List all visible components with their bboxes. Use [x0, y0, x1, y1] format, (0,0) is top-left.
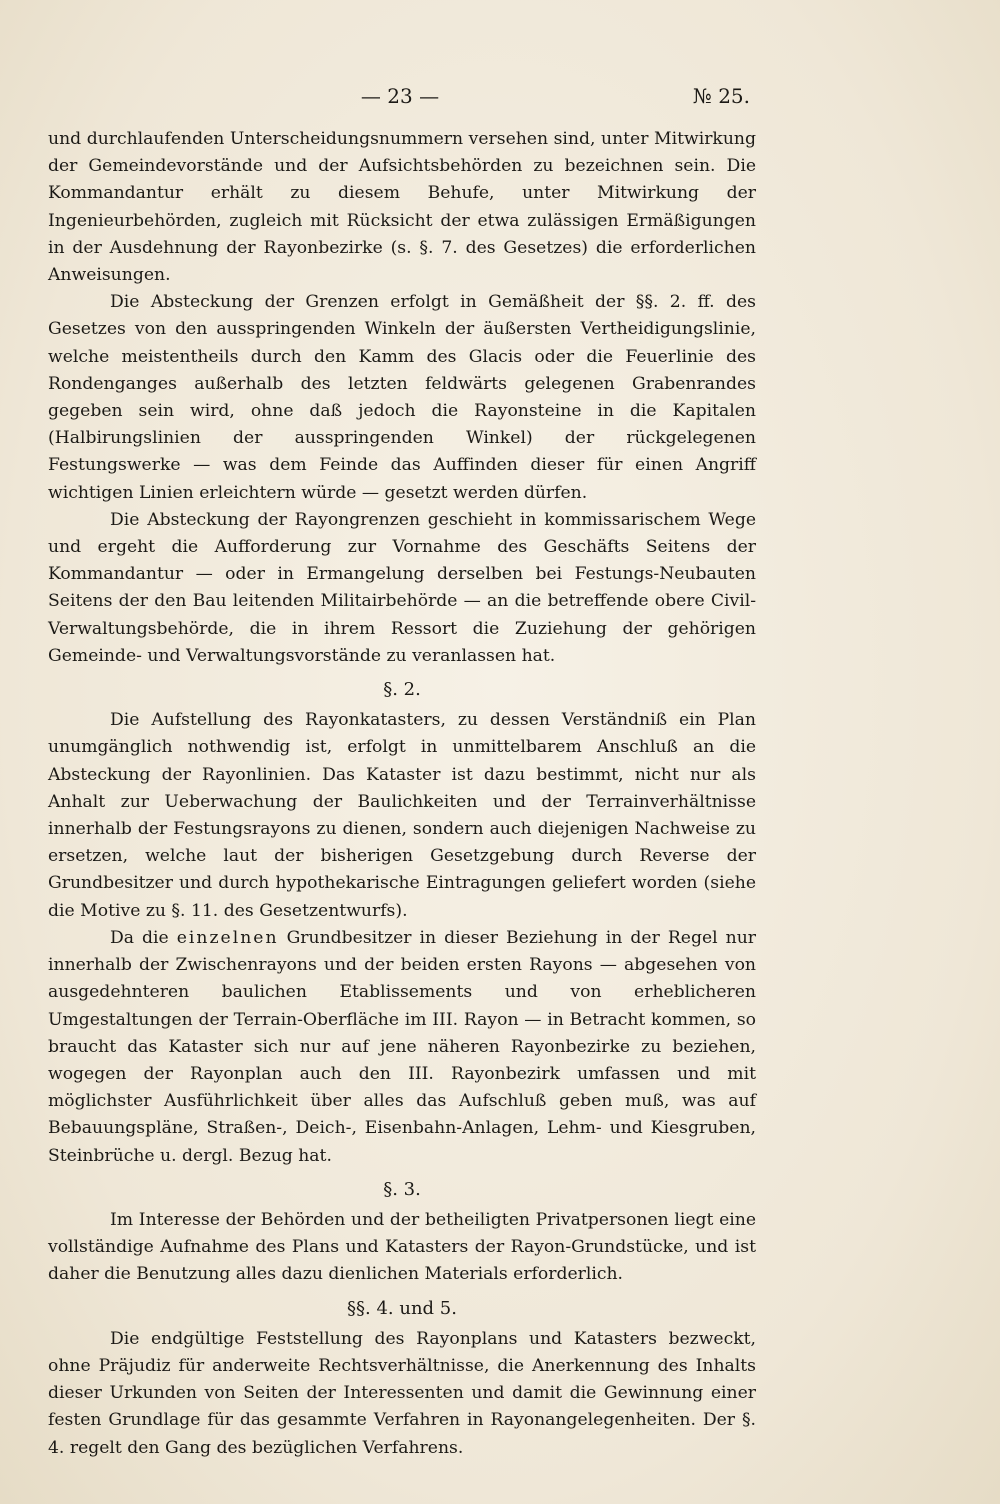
paragraph: Die endgültige Feststellung des Rayonplans und Katasters bezweckt, ohne Präjudiz für anderweite Rechtsverhältnisse, die Anerkennung des Inhalts dieser Urkunden von Seiten der Interessenten und damit die Gewinnung einer festen Grundlage für das gesammte Verfahren in Rayonangelegenheiten. Der §. 4. regelt den Gang des bezüglichen Verfahrens.: [48, 1328, 756, 1458]
emphasized-word: einzelnen: [176, 927, 279, 948]
paragraph: Die Absteckung der Rayongrenzen geschieht in kommissarischem Wege und ergeht die Aufforderung zur Vornahme des Geschäfts Seitens der Kommandantur — oder in Ermangelung derselben bei Festungs-Neubauten Seitens der den Bau leitenden Militairbehörde — an die betreffende obere Civil-Verwaltungsbehörde, die in ihrem Ressort die Zuziehung der gehörigen Gemeinde- und Verwaltungsvorstände zu veranlassen hat.: [48, 509, 756, 666]
paragraph: Im Interesse der Behörden und der betheiligten Privatpersonen liegt eine vollständige Aufnahme des Plans und Katasters der Rayon-Grundstücke, und ist daher die Benutzung alles dazu dienlichen Materials erforderlich.: [48, 1209, 756, 1285]
paragraph: [48, 925, 756, 1170]
text-span: Da die: [110, 927, 177, 948]
issue-number: № 25.: [692, 84, 750, 108]
page-number: — 23 —: [360, 84, 440, 108]
section-heading: §. 2.: [383, 679, 421, 701]
page-header: [0, 84, 1000, 114]
section-heading: §. 3.: [383, 1178, 421, 1200]
text-span: Grundbesitzer in dieser Beziehung in der Regel nur innerhalb der Zwischenrayons und der beiden ersten Rayons — abgesehen von ausgedehnteren baulichen Etablissements und von erheblicheren Umgestaltungen der Terrain-Oberfläche im III. Rayon — in Betracht kommen, so braucht das Kataster sich nur auf jene näheren Rayonbezirke zu beziehen, wogegen der Rayonplan auch den III. Rayonbezirk umfassen und mit möglichster Ausführlichkeit über alles das Aufschluß geben muß, was auf Bebauungspläne, Straßen-, Deich-, Eisenbahn-Anlagen, Lehm- und Kiesgruben, Steinbrüche u. dergl. Bezug hat.: [48, 927, 756, 1166]
paragraph: Die Aufstellung des Rayonkatasters, zu dessen Verständniß ein Plan unumgänglich nothwendig ist, erfolgt in unmittelbarem Anschluß an die Absteckung der Rayonlinien. Das Kataster ist dazu bestimmt, nicht nur als Anhalt zur Ueberwachung der Baulichkeiten und der Terrainverhältnisse innerhalb der Festungsrayons zu dienen, sondern auch diejenigen Nachweise zu ersetzen, welche laut der bisherigen Gesetzgebung durch Reverse der Grundbesitzer und durch hypothekarische Eintragungen geliefert worden (siehe die Motive zu §. 11. des Gesetzentwurfs).: [48, 710, 756, 921]
body-text: [48, 126, 756, 1462]
section-heading: §§. 4. und 5.: [347, 1297, 457, 1319]
paragraph: Die Absteckung der Grenzen erfolgt in Gemäßheit der §§. 2. ff. des Gesetzes von den ausspringenden Winkeln der äußersten Vertheidigungslinie, welche meistentheils durch den Kamm des Glacis oder die Feuerlinie des Rondenganges außerhalb des letzten feldwärts gelegenen Grabenrandes gegeben sein wird, ohne daß jedoch die Rayonsteine in die Kapitalen (Halbirungslinien der ausspringenden Winkel) der rückgelegenen Festungswerke — was dem Feinde das Auffinden dieser für einen Angriff wichtigen Linien erleichtern würde — gesetzt werden dürfen.: [48, 292, 756, 503]
paragraph: und durchlaufenden Unterscheidungsnummern versehen sind, unter Mitwirkung der Gemeindevorstände und der Aufsichtsbehörden zu bezeichnen sein. Die Kommandantur erhält zu diesem Behufe, unter Mitwirkung der Ingenieurbehörden, zugleich mit Rücksicht der etwa zulässigen Ermäßigungen in der Ausdehnung der Rayonbezirke (s. §. 7. des Gesetzes) die erforderlichen Anweisungen.: [48, 129, 756, 286]
